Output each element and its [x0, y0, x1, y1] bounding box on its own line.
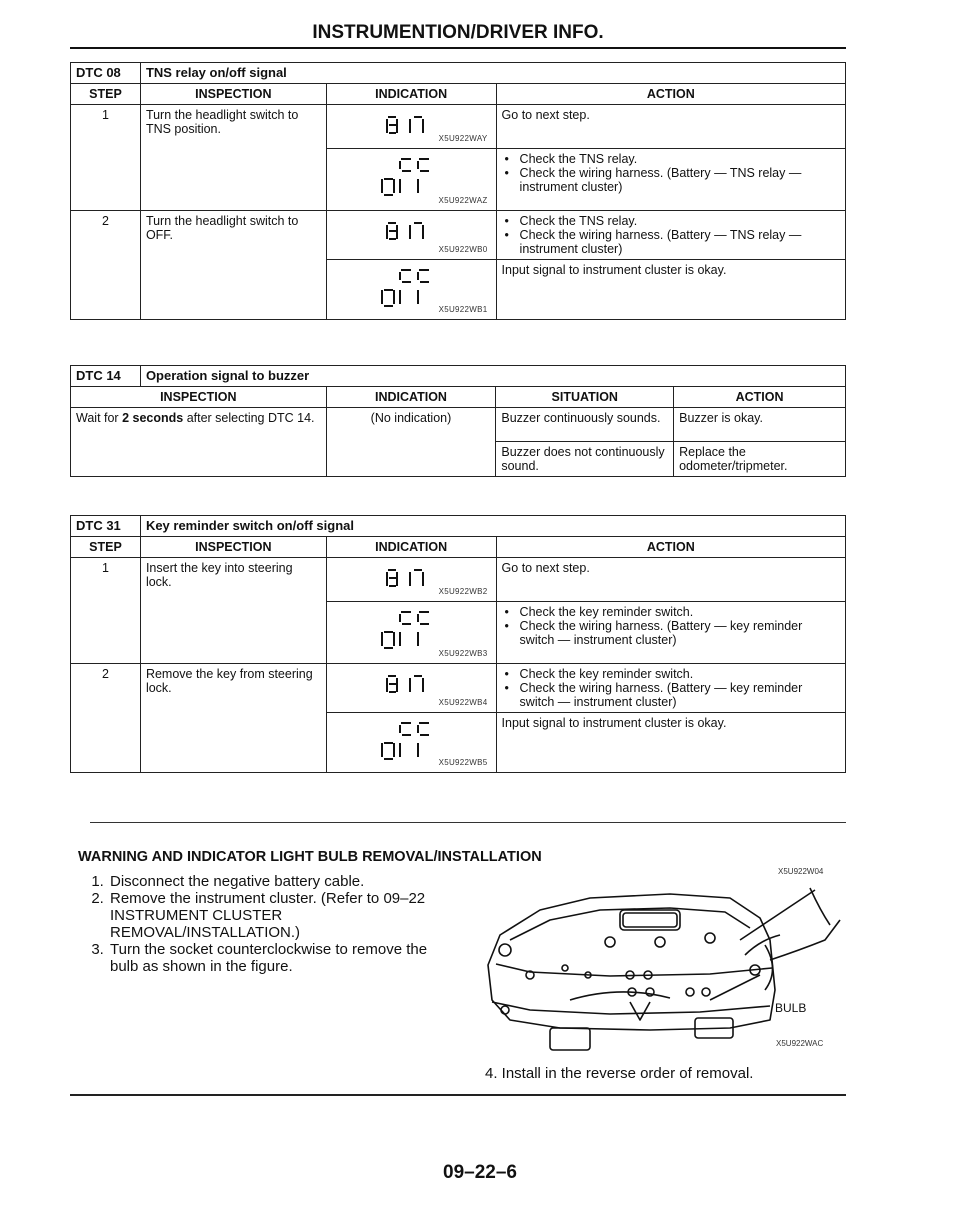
- dtc31-title: Key reminder switch on/off signal: [140, 516, 845, 537]
- dtc31-step2a-action-1: • Check the key reminder switch.: [514, 667, 840, 681]
- dtc31-step2b-action: Input signal to instrument cluster is okay.: [496, 713, 845, 773]
- dtc31-step2a-indication: [326, 664, 496, 713]
- bulb-step-1: 1. Disconnect the negative battery cable.: [108, 873, 458, 890]
- dtc31-step2a-action-2: • Check the wiring harness. (Battery — key reminder switch — instrument cluster): [514, 681, 840, 709]
- bulb-step-4: 4. Install in the reverse order of removal.: [485, 1065, 754, 1082]
- dtc08-step2b-action: Input signal to instrument cluster is okay.: [496, 260, 845, 320]
- dtc08-code: DTC 08: [71, 63, 141, 84]
- dtc08-col-indication: INDICATION: [326, 84, 496, 105]
- dtc31-step1a-indication: [326, 558, 496, 602]
- dtc14-col-inspection: INSPECTION: [71, 387, 327, 408]
- dtc08-step2b-indication: [326, 260, 496, 320]
- dtc31-step1a-code: X5U922WB2: [438, 587, 488, 596]
- dtc14-col-action: ACTION: [674, 387, 846, 408]
- dtc31-step1-num: 1: [71, 558, 141, 664]
- dtc31-table: [70, 515, 846, 773]
- dtc31-step1b-code: X5U922WB3: [438, 649, 488, 658]
- dtc14-code: DTC 14: [71, 366, 141, 387]
- header-rule: [70, 47, 846, 49]
- dtc31-col-action: ACTION: [496, 537, 845, 558]
- lcd-off-icon: [371, 155, 451, 199]
- dtc31-step1b-indication: [326, 602, 496, 664]
- section-divider: [90, 822, 846, 823]
- lcd-on-icon: [376, 217, 446, 243]
- dtc31-step2-inspection: Remove the key from steering lock.: [140, 664, 326, 773]
- dtc08-step1a-indication: [326, 105, 496, 149]
- dtc14-situation-1: Buzzer continuously sounds.: [496, 408, 674, 442]
- dtc08-step2b-code: X5U922WB1: [438, 305, 488, 314]
- dtc08-step1a-code: X5U922WAY: [438, 134, 488, 143]
- bulb-step-2: 2. Remove the instrument cluster. (Refer to 09–22 INSTRUMENT CLUSTER REMOVAL/INSTALLATION.): [108, 890, 458, 941]
- figure-label-bulb: BULB: [775, 1001, 807, 1015]
- dtc14-title: Operation signal to buzzer: [140, 366, 845, 387]
- instrument-cluster-figure: [470, 880, 850, 1055]
- dtc31-code: DTC 31: [71, 516, 141, 537]
- dtc31-step1-inspection: Insert the key into steering lock.: [140, 558, 326, 664]
- dtc31-col-inspection: INSPECTION: [140, 537, 326, 558]
- dtc08-col-step: STEP: [71, 84, 141, 105]
- dtc31-col-indication: INDICATION: [326, 537, 496, 558]
- figure-code-bottom: X5U922WAC: [776, 1039, 824, 1048]
- lcd-on-icon: [376, 111, 446, 137]
- lcd-off-icon: [371, 608, 451, 652]
- dtc08-step1a-action: Go to next step.: [496, 105, 845, 149]
- dtc14-situation-2: Buzzer does not continuously sound.: [496, 442, 674, 477]
- dtc08-col-inspection: INSPECTION: [140, 84, 326, 105]
- lcd-on-icon: [376, 670, 446, 696]
- bottom-rule: [70, 1094, 846, 1096]
- dtc08-step2a-indication: [326, 211, 496, 260]
- dtc08-step2a-code: X5U922WB0: [438, 245, 488, 254]
- dtc31-step1b-action-1: • Check the key reminder switch.: [514, 605, 840, 619]
- figure-code-top: X5U922W04: [778, 867, 824, 876]
- dtc08-title: TNS relay on/off signal: [140, 63, 845, 84]
- dtc08-step1-inspection: Turn the headlight switch to TNS position.: [140, 105, 326, 211]
- dtc31-step2a-code: X5U922WB4: [438, 698, 488, 707]
- dtc31-step1b-action: [496, 602, 845, 664]
- dtc08-step1b-action: [496, 149, 845, 211]
- dtc31-step2a-action: [496, 664, 845, 713]
- dtc14-action-1: Buzzer is okay.: [674, 408, 846, 442]
- dtc08-step2a-action: [496, 211, 845, 260]
- dtc14-col-situation: SITUATION: [496, 387, 674, 408]
- dtc08-step2-num: 2: [71, 211, 141, 320]
- dtc31-step2b-code: X5U922WB5: [438, 758, 488, 767]
- dtc08-col-action: ACTION: [496, 84, 845, 105]
- dtc31-step1b-action-2: • Check the wiring harness. (Battery — key reminder switch — instrument cluster): [514, 619, 840, 647]
- dtc31-step2-num: 2: [71, 664, 141, 773]
- bulb-steps-list: [88, 873, 458, 975]
- dtc14-col-indication: INDICATION: [326, 387, 496, 408]
- dtc08-step1b-indication: [326, 149, 496, 211]
- dtc08-step1b-action-2: • Check the wiring harness. (Battery — TNS relay — instrument cluster): [514, 166, 840, 194]
- dtc31-step2b-indication: [326, 713, 496, 773]
- bulb-step-3: 3. Turn the socket counterclockwise to remove the bulb as shown in the figure.: [108, 941, 458, 975]
- dtc08-step2-inspection: Turn the headlight switch to OFF.: [140, 211, 326, 320]
- bulb-section-title: WARNING AND INDICATOR LIGHT BULB REMOVAL/INSTALLATION: [78, 849, 542, 865]
- dtc14-action-2: Replace the odometer/tripmeter.: [674, 442, 846, 477]
- page-header-title: INSTRUMENTION/DRIVER INFO.: [312, 22, 604, 43]
- dtc08-table: [70, 62, 846, 320]
- dtc31-step1a-action: Go to next step.: [496, 558, 845, 602]
- dtc31-col-step: STEP: [71, 537, 141, 558]
- dtc14-indication: (No indication): [326, 408, 496, 477]
- dtc08-step1-num: 1: [71, 105, 141, 211]
- lcd-on-icon: [376, 564, 446, 590]
- dtc08-step2a-action-2: • Check the wiring harness. (Battery — TNS relay — instrument cluster): [514, 228, 840, 256]
- dtc08-step1b-code: X5U922WAZ: [438, 196, 488, 205]
- dtc08-step1b-action-1: • Check the TNS relay.: [514, 152, 840, 166]
- page-number: 09–22–6: [443, 1162, 517, 1183]
- dtc14-inspection: Wait for 2 seconds after selecting DTC 14.: [71, 408, 327, 477]
- dtc08-step2a-action-1: • Check the TNS relay.: [514, 214, 840, 228]
- dtc14-table: [70, 365, 846, 477]
